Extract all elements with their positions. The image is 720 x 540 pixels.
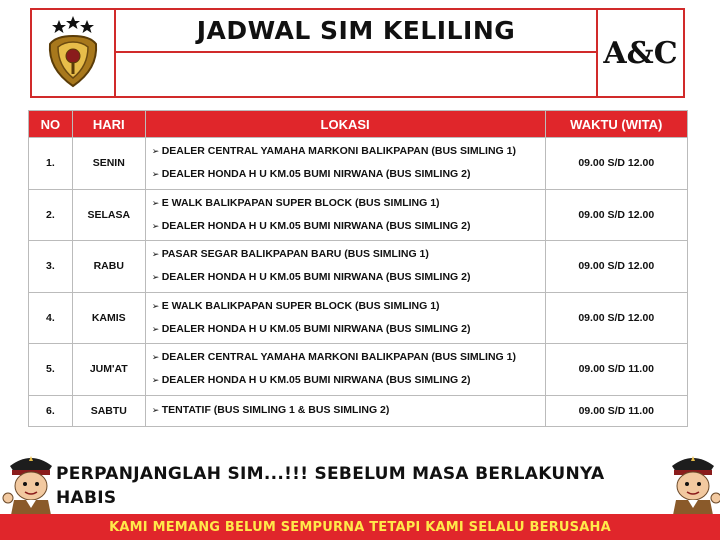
page-title: JADWAL SIM KELILING (196, 16, 516, 45)
cell-no: 4. (29, 292, 73, 344)
table-header-row (29, 111, 688, 138)
cell-waktu: 09.00 S/D 12.00 (545, 138, 687, 190)
table-row (29, 241, 688, 293)
table-row (29, 344, 688, 396)
footer-banner (0, 514, 720, 540)
location-item (152, 163, 545, 186)
police-mascot-icon (2, 448, 60, 520)
arrow-icon: ➢ (151, 352, 160, 363)
arrow-icon: ➢ (151, 300, 160, 311)
arrow-icon: ➢ (151, 146, 160, 157)
slogan-line-1: PERPANJANGLAH SIM...!!! SEBELUM MASA BERLAKUNYA (56, 464, 605, 484)
cell-hari: SENIN (72, 138, 145, 190)
location-item (152, 318, 545, 341)
banner-text: KAMI MEMANG BELUM SEMPURNA TETAPI KAMI SELALU BERUSAHA (109, 519, 611, 535)
arrow-icon: ➢ (151, 197, 160, 208)
column-header-no: NO (29, 111, 73, 138)
arrow-icon: ➢ (151, 375, 160, 386)
schedule-table (28, 110, 688, 427)
location-item (152, 140, 545, 163)
arrow-icon: ➢ (151, 405, 160, 415)
table-row (29, 395, 688, 426)
location-item (152, 399, 545, 422)
table-row (29, 189, 688, 241)
subtitle-box (116, 53, 596, 96)
location-text: DEALER CENTRAL YAMAHA MARKONI BALIKPAPAN (BUS SIMLING 1) (161, 351, 516, 364)
location-text: PASAR SEGAR BALIKPAPAN BARU (BUS SIMLING 1) (161, 248, 429, 261)
location-text: DEALER HONDA H U KM.05 BUMI NIRWANA (BUS SIMLING 2) (161, 271, 471, 284)
slogan (56, 462, 666, 510)
location-item (152, 192, 545, 215)
cell-waktu: 09.00 S/D 11.00 (545, 344, 687, 396)
cell-hari: KAMIS (72, 292, 145, 344)
location-text: DEALER HONDA H U KM.05 BUMI NIRWANA (BUS SIMLING 2) (161, 322, 471, 335)
arrow-icon: ➢ (151, 220, 160, 231)
cell-lokasi (145, 138, 545, 190)
title-box (116, 10, 596, 53)
cell-lokasi (145, 395, 545, 426)
cell-waktu: 09.00 S/D 12.00 (545, 292, 687, 344)
logo-box (32, 10, 116, 96)
cell-lokasi (145, 241, 545, 293)
column-header-waktu: WAKTU (WITA) (545, 111, 687, 138)
cell-hari: SELASA (72, 189, 145, 241)
cell-no: 5. (29, 344, 73, 396)
cell-no: 2. (29, 189, 73, 241)
location-item (152, 215, 545, 238)
location-text: DEALER HONDA H U KM.05 BUMI NIRWANA (BUS SIMLING 2) (161, 219, 471, 232)
location-item (152, 369, 545, 392)
cell-waktu: 09.00 S/D 12.00 (545, 189, 687, 241)
arrow-icon: ➢ (151, 169, 160, 180)
location-text: TENTATIF (BUS SIMLING 1 & BUS SIMLING 2) (161, 404, 390, 416)
cell-lokasi (145, 292, 545, 344)
table-row (29, 138, 688, 190)
cell-waktu: 09.00 S/D 12.00 (545, 241, 687, 293)
cell-hari: RABU (72, 241, 145, 293)
table-row (29, 292, 688, 344)
footer (0, 448, 720, 540)
location-item (152, 266, 545, 289)
cell-no: 6. (29, 395, 73, 426)
cell-no: 3. (29, 241, 73, 293)
arrow-icon: ➢ (151, 323, 160, 334)
police-emblem-icon (38, 14, 108, 92)
location-text: DEALER CENTRAL YAMAHA MARKONI BALIKPAPAN (BUS SIMLING 1) (161, 145, 516, 158)
arrow-icon: ➢ (151, 272, 160, 283)
police-mascot-icon (664, 448, 720, 520)
column-header-hari: HARI (72, 111, 145, 138)
location-item (152, 346, 545, 369)
brand-label: A&C (603, 35, 678, 71)
cell-lokasi (145, 344, 545, 396)
location-item (152, 243, 545, 266)
arrow-icon: ➢ (151, 249, 160, 260)
cell-waktu: 09.00 S/D 11.00 (545, 395, 687, 426)
location-item (152, 295, 545, 318)
brand-box (596, 10, 683, 96)
header (30, 8, 685, 98)
slogan-line-2: HABIS (56, 488, 117, 508)
location-text: DEALER HONDA H U KM.05 BUMI NIRWANA (BUS SIMLING 2) (161, 374, 471, 387)
cell-lokasi (145, 189, 545, 241)
cell-hari: JUM'AT (72, 344, 145, 396)
location-text: DEALER HONDA H U KM.05 BUMI NIRWANA (BUS SIMLING 2) (161, 168, 471, 181)
location-text: E WALK BALIKPAPAN SUPER BLOCK (BUS SIMLING 1) (161, 299, 440, 312)
cell-no: 1. (29, 138, 73, 190)
location-text: E WALK BALIKPAPAN SUPER BLOCK (BUS SIMLING 1) (161, 196, 440, 209)
cell-hari: SABTU (72, 395, 145, 426)
column-header-lokasi: LOKASI (145, 111, 545, 138)
